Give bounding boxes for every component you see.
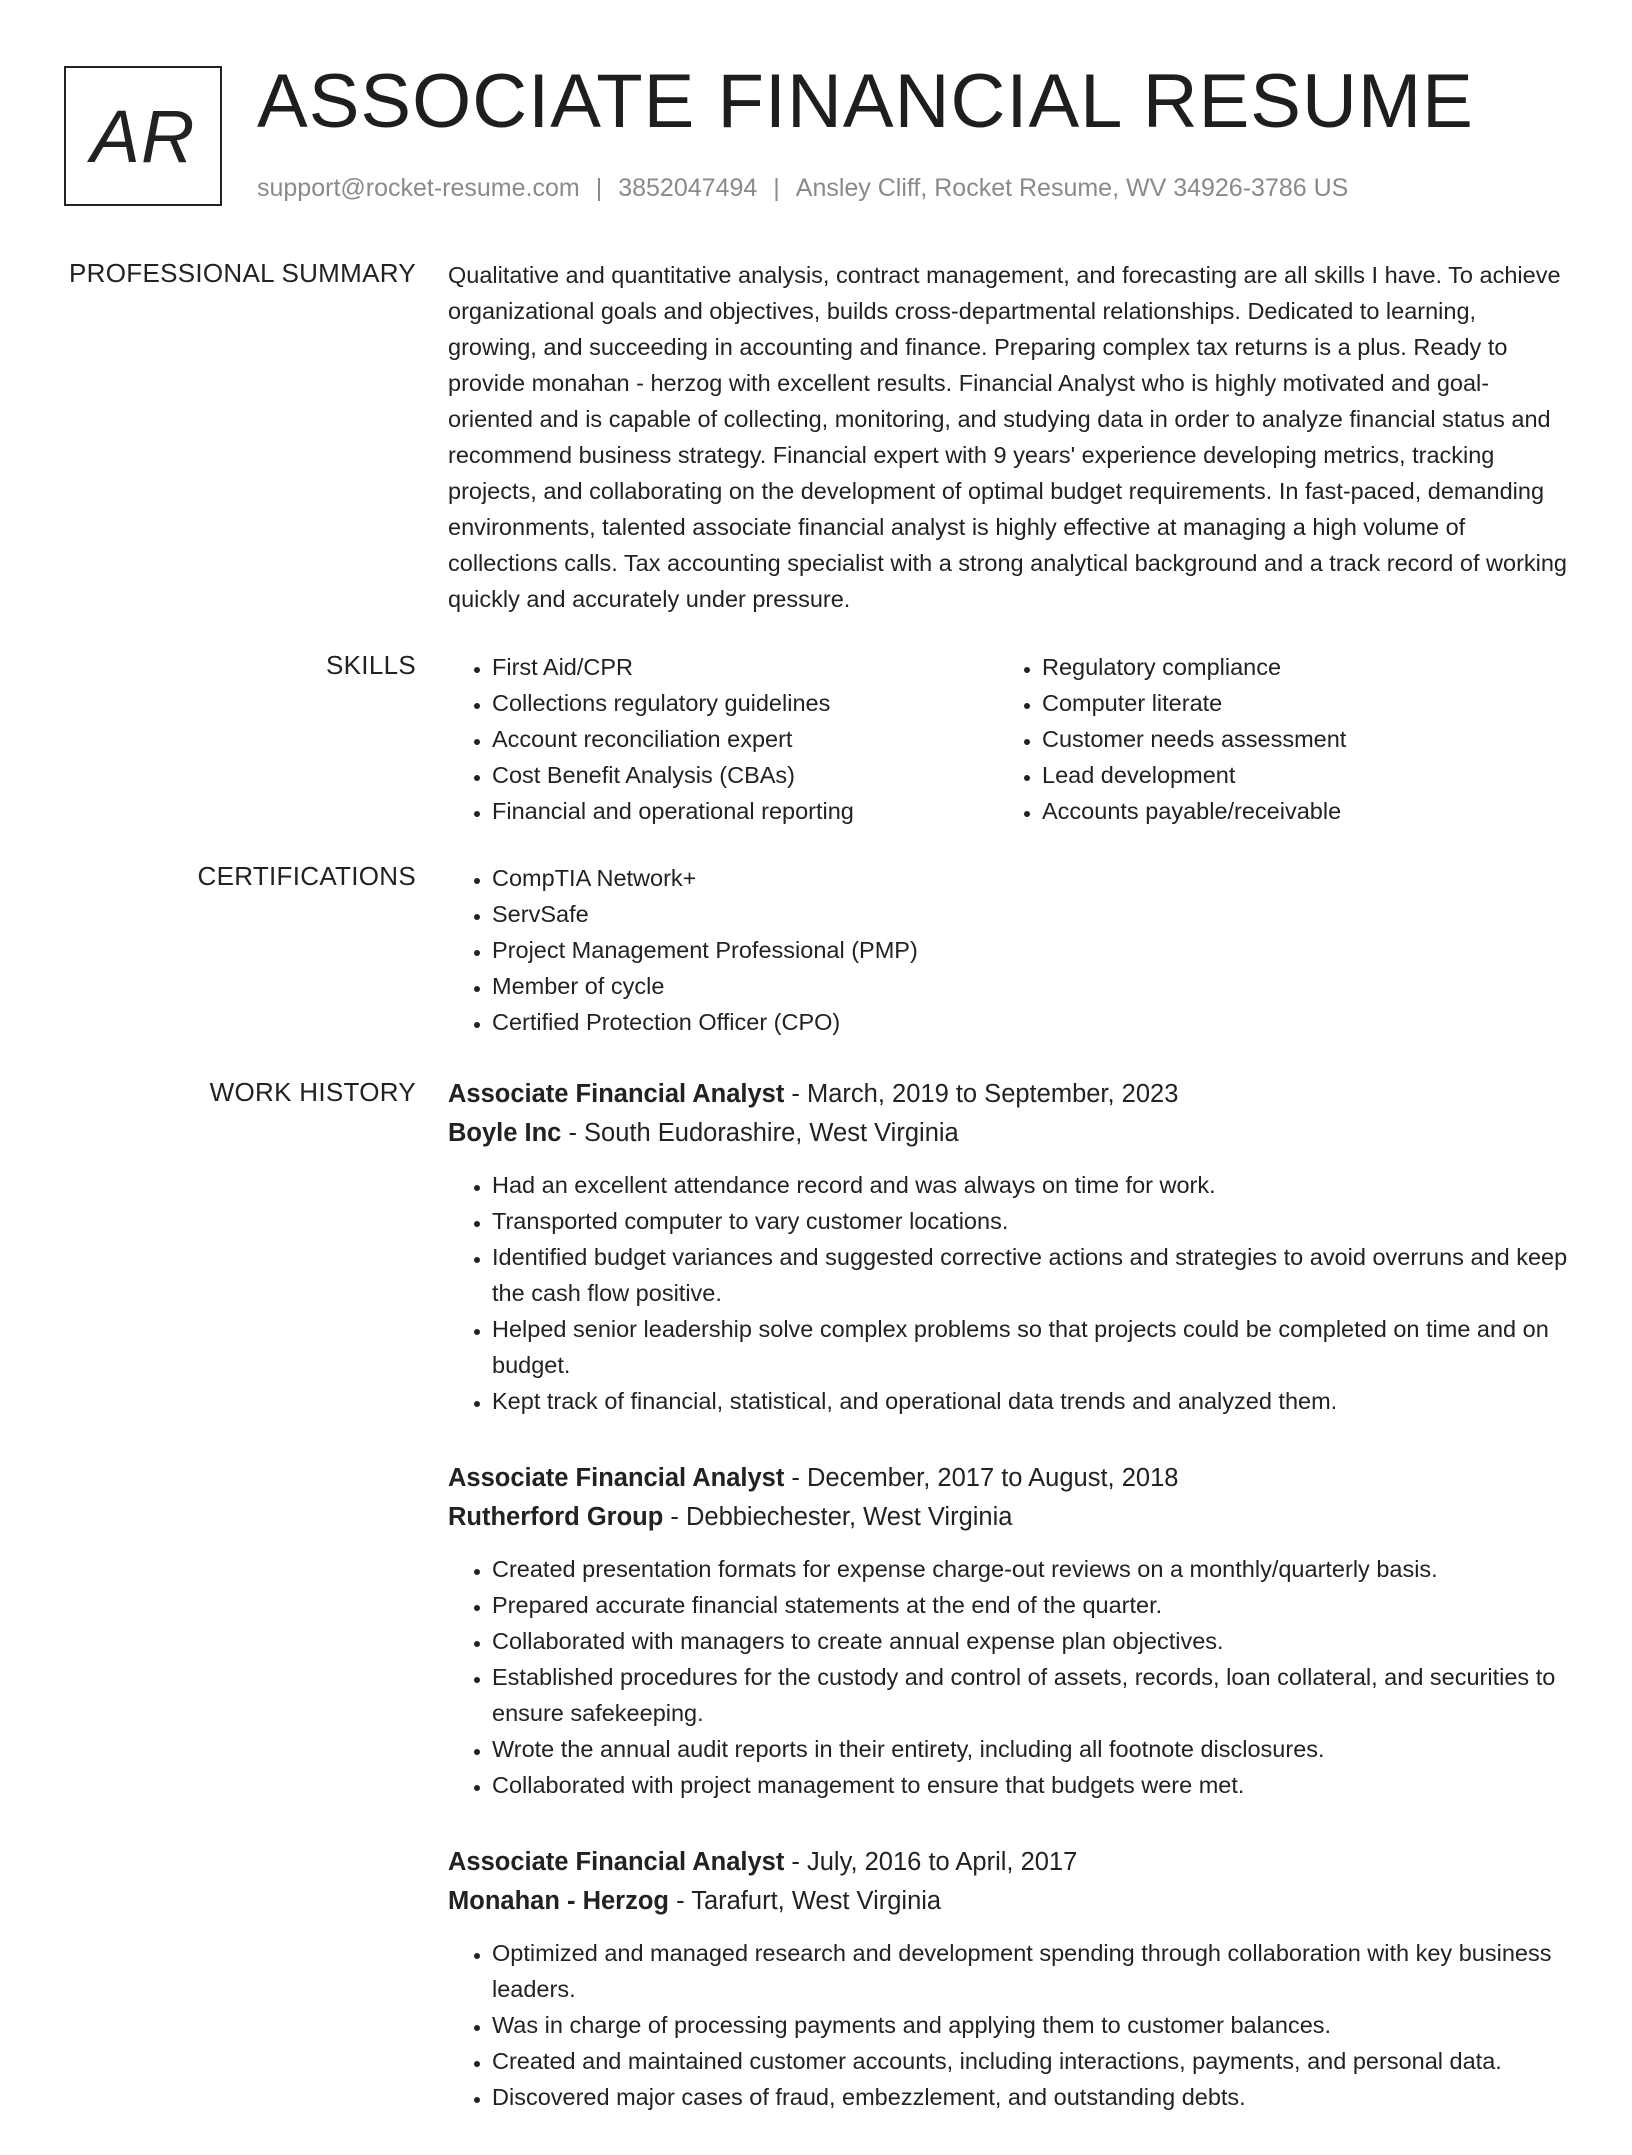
job-entry (448, 1075, 1568, 1419)
job-title: Associate Financial Analyst (448, 1848, 785, 1876)
job-title-line (448, 1843, 1568, 1882)
resume-header (64, 59, 1564, 216)
job-duty: • Wrote the annual audit reports in their entirety, including all footnote disclosures. (492, 1731, 1568, 1767)
section-label-work-history: WORK HISTORY (209, 1077, 416, 1107)
job-duties-list (448, 1167, 1568, 1419)
monogram-logo: AR (64, 66, 222, 206)
certification-item: • CompTIA Network+ (492, 860, 1568, 896)
skill-item: • First Aid/CPR (492, 649, 998, 685)
job-duty: • Prepared accurate financial statements at the end of the quarter. (492, 1587, 1568, 1623)
certifications-list (448, 860, 1568, 1040)
job-dates: - December, 2017 to August, 2018 (784, 1464, 1179, 1492)
job-entry (448, 1459, 1568, 1803)
job-dates: - July, 2016 to April, 2017 (784, 1848, 1078, 1876)
job-duty: • Collaborated with project management to ensure that budgets were met. (492, 1767, 1568, 1803)
job-duty: • Identified budget variances and suggested corrective actions and strategies to avoid overruns and keep the cash flow positive. (492, 1239, 1568, 1311)
job-duty: • Transported computer to vary customer locations. (492, 1203, 1568, 1239)
job-duties-list (448, 1935, 1568, 2115)
job-location: - South Eudorashire, West Virginia (561, 1119, 959, 1147)
job-duty: • Had an excellent attendance record and was always on time for work. (492, 1167, 1568, 1203)
job-duty: • Established procedures for the custody and control of assets, records, loan collateral, and securities to ensure safekeeping. (492, 1659, 1568, 1731)
job-title-line (448, 1459, 1568, 1498)
skill-item: • Lead development (1042, 757, 1548, 793)
skills-list-left (448, 649, 998, 829)
resume-title: ASSOCIATE FINANCIAL RESUME (257, 59, 1474, 144)
skills-column-right (998, 649, 1548, 829)
job-company: Boyle Inc (448, 1119, 562, 1147)
section-label-summary: PROFESSIONAL SUMMARY (69, 258, 416, 288)
contact-separator: | (595, 174, 603, 202)
contact-separator: | (773, 174, 780, 202)
job-company: Rutherford Group (448, 1503, 664, 1531)
certification-item: • ServSafe (492, 896, 1568, 932)
summary-text: Qualitative and quantitative analysis, contract management, and forecasting are all skills I have. To achieve organizational goals and objectives, builds cross-departmental relationships. Dedicated to learning, growing, and succeeding in accounting and finance. Preparing complex tax returns is a plus. Ready to provide monahan - herzog with excellent results. Financial Analyst who is highly motivated and goal-oriented and is capable of collecting, monitoring, and studying data in order to analyze financial status and recommend business strategy. Financial expert with 9 years' experience developing metrics, tracking projects, and collaborating on the development of optimal budget requirements. In fast-paced, demanding environments, talented associate financial analyst is highly effective at managing a high volume of collections calls. Tax accounting specialist with a strong analytical background and a track record of working quickly and accurately under pressure. (448, 262, 1568, 612)
skill-item: • Collections regulatory guidelines (492, 685, 998, 721)
summary-body (448, 258, 1568, 617)
job-location: - Tarafurt, West Virginia (669, 1887, 942, 1915)
certification-item: • Project Management Professional (PMP) (492, 932, 1568, 968)
skills-list-right (998, 649, 1548, 829)
skill-item: • Financial and operational reporting (492, 793, 998, 829)
contact-email[interactable]: support@rocket-resume.com (257, 174, 580, 202)
contact-phone[interactable]: 3852047494 (618, 174, 758, 202)
job-duty: • Created and maintained customer accounts, including interactions, payments, and personal data. (492, 2043, 1568, 2079)
job-company-line (448, 1498, 1568, 1537)
job-duty: • Discovered major cases of fraud, embezzlement, and outstanding debts. (492, 2079, 1568, 2115)
job-duty: • Kept track of financial, statistical, and operational data trends and analyzed them. (492, 1383, 1568, 1419)
skill-item: • Customer needs assessment (1042, 721, 1548, 757)
job-title: Associate Financial Analyst (448, 1080, 785, 1108)
skills-column-left (448, 649, 998, 829)
job-entry (448, 1843, 1568, 2115)
skills-grid (448, 649, 1568, 829)
job-duty: • Optimized and managed research and development spending through collaboration with key business leaders. (492, 1935, 1568, 2007)
skill-item: • Regulatory compliance (1042, 649, 1548, 685)
job-title: Associate Financial Analyst (448, 1464, 785, 1492)
skill-item: • Account reconciliation expert (492, 721, 998, 757)
job-duty: • Collaborated with managers to create annual expense plan objectives. (492, 1623, 1568, 1659)
job-title-line (448, 1075, 1568, 1114)
section-label-certifications: CERTIFICATIONS (197, 861, 416, 891)
job-company: Monahan - Herzog (448, 1887, 669, 1915)
job-company-line (448, 1114, 1568, 1153)
job-dates: - March, 2019 to September, 2023 (784, 1080, 1179, 1108)
job-duty: • Helped senior leadership solve complex problems so that projects could be completed on time and on budget. (492, 1311, 1568, 1383)
certifications-body (448, 860, 1568, 1040)
job-location: - Debbiechester, West Virginia (663, 1503, 1013, 1531)
job-duties-list (448, 1551, 1568, 1803)
work-history-body (448, 1075, 1568, 2155)
certification-item: • Certified Protection Officer (CPO) (492, 1004, 1568, 1040)
job-duty: • Created presentation formats for expense charge-out reviews on a monthly/quarterly basis. (492, 1551, 1568, 1587)
skill-item: • Accounts payable/receivable (1042, 793, 1548, 829)
job-company-line (448, 1882, 1568, 1921)
skill-item: • Computer literate (1042, 685, 1548, 721)
contact-line (257, 174, 1348, 203)
skill-item: • Cost Benefit Analysis (CBAs) (492, 757, 998, 793)
section-label-skills: SKILLS (326, 650, 416, 680)
job-duty: • Was in charge of processing payments and applying them to customer balances. (492, 2007, 1568, 2043)
certification-item: • Member of cycle (492, 968, 1568, 1004)
contact-address: Ansley Cliff, Rocket Resume, WV 34926-3786 US (795, 174, 1349, 202)
